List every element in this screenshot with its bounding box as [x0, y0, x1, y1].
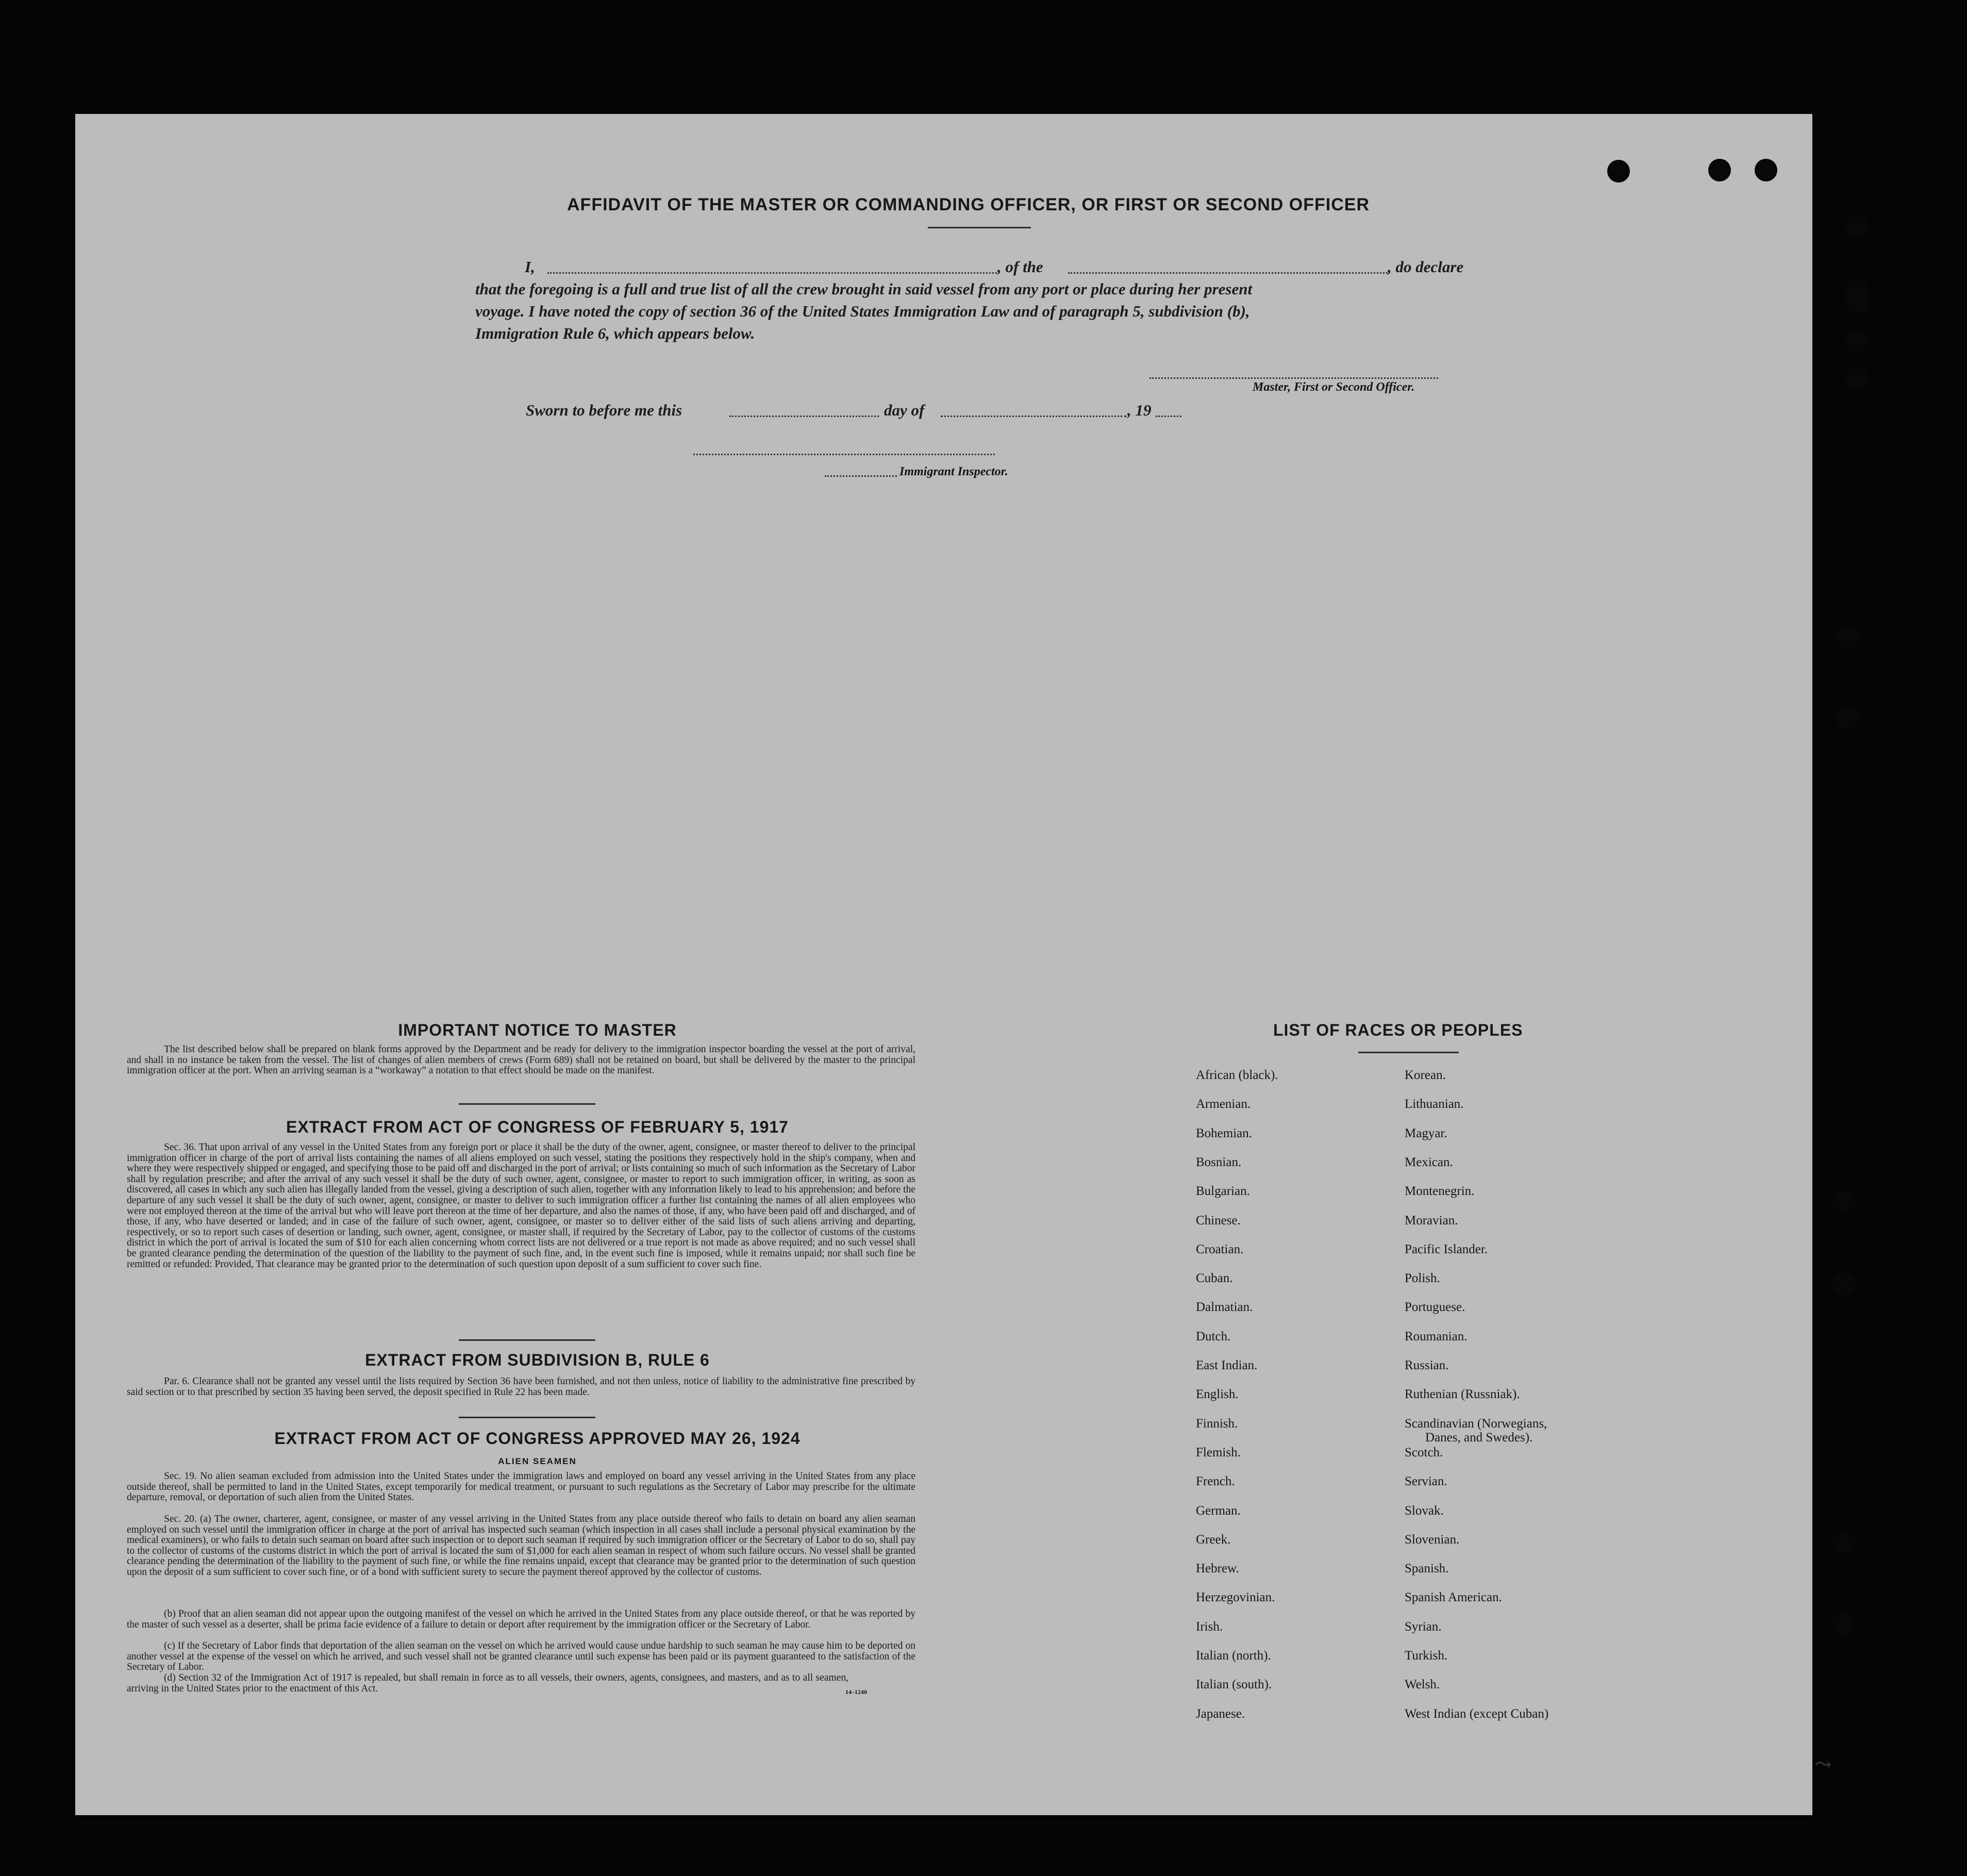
divider [459, 1417, 595, 1418]
race-item: Servian. [1405, 1474, 1447, 1489]
sworn-end: , 19 [1127, 401, 1152, 419]
race-item: Roumanian. [1405, 1329, 1468, 1343]
race-item: Bulgarian. [1196, 1184, 1250, 1199]
act-1924-title: EXTRACT FROM ACT OF CONGRESS APPROVED MAY 26, 1924 [274, 1429, 801, 1448]
punch-hole [1832, 1272, 1855, 1295]
race-item: Slovak. [1405, 1503, 1444, 1518]
race-item: Korean. [1405, 1068, 1446, 1082]
divider [459, 1339, 595, 1341]
act-1917-text: Sec. 36. That upon arrival of any vessel in the United States from any foreign port or place it shall be the duty of the owner, agent, consignee, or master thereof to deliver to the principal immigration officer in charge of the port of arrival lists containing the names of all aliens employed on such vessel, stating the positions they respectively hold in the ship's company, when and where they were respectively shipped or engaged, and specifying those to be paid off and discharged in the port of arrival; or lists containing so much of such information as the Secretary of Labor shall by regulation prescribe; and after the arrival of any such vessel it shall be the duty of such owner, agent, consignee, or master to report to such immigration officer, in writing, as soon as discovered, all cases in which any such alien has illegally landed from the vessel, giving a description of such alien, together with any information likely to lead to his apprehension; and before the departure of any such vessel it shall be the duty of such owner, agent, consignee, or master to deliver to such immigration officer a further list containing the names of all alien employees who were not employed thereon at the time of the arrival but who will leave port thereon at the time of her departure, and also the names of those, if any, who have been paid off and discharged, and of those, if any, who have deserted or landed; and in case of the failure of such owner, agent, consignee, or master so to deliver either of the said lists of such aliens arriving and departing, respectively, or so to report such cases of desertion or landing, such owner, agent, consignee, or master shall, if required by the Secretary of Labor, pay to the collector of customs of the customs district in which the port of arrival is located the sum of $10 for each alien concerning whom correct lists are not delivered or a true report is not made as above required; and no such vessel shall be granted clearance pending the determination of the question of the liability to the payment of such fine, and, in the event such fine is imposed, while it remains unpaid; nor shall such fine be remitted or refunded: Provided, That clearance may be granted prior to the determination of such question upon deposit of a sum sufficient to cover such fine. [127, 1142, 915, 1270]
punch-hole [1832, 1191, 1855, 1214]
race-item: Danes, and Swedes). [1425, 1430, 1533, 1445]
punch-hole [1845, 367, 1868, 390]
race-item: Finnish. [1196, 1416, 1238, 1431]
race-item: Mexican. [1405, 1155, 1453, 1169]
race-item: Ruthenian (Russniak). [1405, 1387, 1520, 1402]
inspector-signature-line[interactable] [693, 454, 995, 455]
race-item: Hebrew. [1196, 1562, 1239, 1576]
race-item: Slovenian. [1405, 1532, 1460, 1547]
race-item: Herzegovinian. [1196, 1590, 1275, 1605]
race-item: Dalmatian. [1196, 1300, 1253, 1315]
rule-6-title: EXTRACT FROM SUBDIVISION B, RULE 6 [365, 1351, 710, 1369]
race-item: East Indian. [1196, 1358, 1258, 1372]
sworn-mid: day of [884, 401, 925, 419]
race-item: Japanese. [1196, 1706, 1245, 1721]
punch-hole [1845, 291, 1868, 314]
declare-line-4: Immigration Rule 6, which appears below. [475, 324, 755, 342]
margin-scribble: ⤳ [1814, 1753, 1832, 1777]
races-divider [1358, 1052, 1459, 1053]
punch-hole [1837, 627, 1859, 650]
sec-20a-text: Sec. 20. (a) The owner, charterer, agent, consignee, or master of any vessel arriving in the United States from any place outside thereof who fails to detain on board any alien seaman employed on such vessel until the immigration officer in charge at the port of arrival has inspected such seaman (which inspection in all cases shall include a personal physical examination by the medical examiners), or who fails to detain such seaman on board after such inspection or to deport such seaman if required by such immigration officer or the Secretary of Labor to do so, shall pay to the collector of customs of the customs district in which the port of arrival is located the sum of $1,000 for each alien seaman in respect of whom such failure occurs. No vessel shall be granted clearance pending the determination of the liability to the payment of such fine, or while the fine remains unpaid, except that clearance may be granted prior to the determination of such question upon the deposit of a sum sufficient to cover such fine, or of a bond with sufficient surety to secure the payment thereof approved by the collector of customs. [127, 1514, 915, 1578]
race-item: Magyar. [1405, 1126, 1447, 1140]
sworn-year-field[interactable] [1156, 416, 1181, 417]
race-item: Pacific Islander. [1405, 1242, 1488, 1256]
act-1917-title: EXTRACT FROM ACT OF CONGRESS OF FEBRUARY 5, 1917 [286, 1118, 789, 1136]
sec-20d-text: (d) Section 32 of the Immigration Act of 1917 is repealed, but shall remain in force as to all vessels, their owners, agents, consignees, and masters, and as to all seamen, arriving in the United States prior to the enactment of this Act. [127, 1672, 848, 1694]
race-item: Scotch. [1405, 1445, 1443, 1459]
alien-seamen-subtitle: ALIEN SEAMEN [498, 1456, 577, 1466]
title-divider [928, 227, 1031, 228]
race-item: Armenian. [1196, 1097, 1251, 1111]
race-item: Flemish. [1196, 1445, 1241, 1459]
declare-line-mid: , of the [997, 258, 1043, 276]
race-item: Greek. [1196, 1532, 1231, 1547]
race-item: Bosnian. [1196, 1155, 1242, 1169]
master-signature-line[interactable] [1149, 377, 1438, 379]
sworn-start: Sworn to before me this [526, 401, 682, 419]
declare-line-3: voyage. I have noted the copy of section 36 of the United States Immigration Law and of paragraph 5, subdivision (b), [475, 302, 1250, 320]
sworn-month-field[interactable] [941, 416, 1126, 417]
punch-hole [1845, 215, 1868, 238]
divider [459, 1103, 595, 1105]
race-item: Irish. [1196, 1619, 1223, 1634]
race-item: English. [1196, 1387, 1239, 1402]
race-item: Montenegrin. [1405, 1184, 1475, 1199]
race-item: Moravian. [1405, 1213, 1458, 1227]
form-number: 14–1240 [845, 1688, 867, 1696]
race-item: Syrian. [1405, 1619, 1442, 1634]
race-item: Polish. [1405, 1271, 1440, 1286]
notice-title: IMPORTANT NOTICE TO MASTER [398, 1021, 677, 1039]
vessel-field[interactable] [1068, 272, 1388, 274]
race-item: Italian (north). [1196, 1649, 1271, 1663]
punch-hole [1607, 160, 1630, 182]
race-item: Scandinavian (Norwegians, [1405, 1416, 1547, 1431]
name-field[interactable] [547, 272, 997, 274]
punch-hole [1755, 159, 1777, 181]
race-item: Welsh. [1405, 1678, 1440, 1692]
punch-hole [1837, 707, 1859, 730]
punch-hole [1845, 329, 1868, 352]
race-item: West Indian (except Cuban) [1405, 1706, 1549, 1721]
rule-6-text: Par. 6. Clearance shall not be granted any vessel until the lists required by Section 36 have been furnished, and not then unless, notice of liability to the administrative fine prescribed by said section or to that prescribed by section 35 having been served, the deposit specified in Rule 22 has been made. [127, 1376, 915, 1398]
sec-20c-text: (c) If the Secretary of Labor finds that deportation of the alien seaman on the vessel on which he arrived would cause undue hardship to such seaman he may cause him to be deported on another vessel at the expense of the vessel on which he arrived, and such vessel shall not be granted clearance until such expense has been paid or its payment guaranteed to the satisfaction of the Secretary of Labor. [127, 1640, 915, 1673]
race-item: Dutch. [1196, 1329, 1231, 1343]
master-signature-label: Master, First or Second Officer. [1253, 380, 1415, 394]
race-item: German. [1196, 1503, 1241, 1518]
race-item: Chinese. [1196, 1213, 1241, 1227]
race-item: Lithuanian. [1405, 1097, 1464, 1111]
race-item: Russian. [1405, 1358, 1449, 1372]
race-item: Cuban. [1196, 1271, 1233, 1286]
race-item: Portuguese. [1405, 1300, 1465, 1315]
punch-hole [1832, 1531, 1855, 1554]
notice-text: The list described below shall be prepared on blank forms approved by the Department and be ready for delivery to the immigration inspector boarding the vessel at the port of arrival, and shall in no instance be taken from the vessel. The list of changes of alien members of crews (Form 689) shall not be retained on board, but shall be delivered by the master to the principal immigration officer at the port. When an arriving seaman is a “workaway” a notation to that effect should be made on the manifest. [127, 1044, 915, 1076]
race-item: Spanish American. [1405, 1590, 1502, 1605]
race-item: Turkish. [1405, 1649, 1448, 1663]
race-item: Croatian. [1196, 1242, 1244, 1256]
race-item: Italian (south). [1196, 1678, 1272, 1692]
inspector-signature-short[interactable] [825, 475, 897, 477]
inspector-signature-label: Immigrant Inspector. [899, 465, 1008, 478]
declare-line-start: I, [525, 258, 535, 276]
race-item: African (black). [1196, 1068, 1278, 1082]
races-title: LIST OF RACES OR PEOPLES [1273, 1021, 1523, 1039]
race-item: Spanish. [1405, 1562, 1449, 1576]
punch-hole [1708, 159, 1731, 181]
sec-20b-text: (b) Proof that an alien seaman did not appear upon the outgoing manifest of the vessel on which he arrived in the United States from any place outside thereof, or that he was reported by the master of such vessel as a deserter, shall be prima facie evidence of a failure to detain or deport after requirement by the immigration officer or the Secretary of Labor. [127, 1608, 915, 1630]
declare-line-end: , do declare [1388, 258, 1464, 276]
affidavit-title: AFFIDAVIT OF THE MASTER OR COMMANDING OFFICER, OR FIRST OR SECOND OFFICER [567, 195, 1370, 214]
sworn-day-field[interactable] [729, 416, 879, 417]
race-item: French. [1196, 1474, 1235, 1489]
punch-hole [1832, 1613, 1855, 1635]
race-item: Bohemian. [1196, 1126, 1253, 1140]
sec-19-text: Sec. 19. No alien seaman excluded from admission into the United States under the immigration laws and employed on board any vessel arriving in the United States from any place outside thereof, shall be permitted to land in the United States, except temporarily for medical treatment, or pursuant to such regulations as the Secretary of Labor may prescribe for the ultimate departure, removal, or deportation of such alien from the United States. [127, 1471, 915, 1503]
declare-line-2: that the foregoing is a full and true list of all the crew brought in said vessel from any port or place during her present [475, 280, 1253, 298]
